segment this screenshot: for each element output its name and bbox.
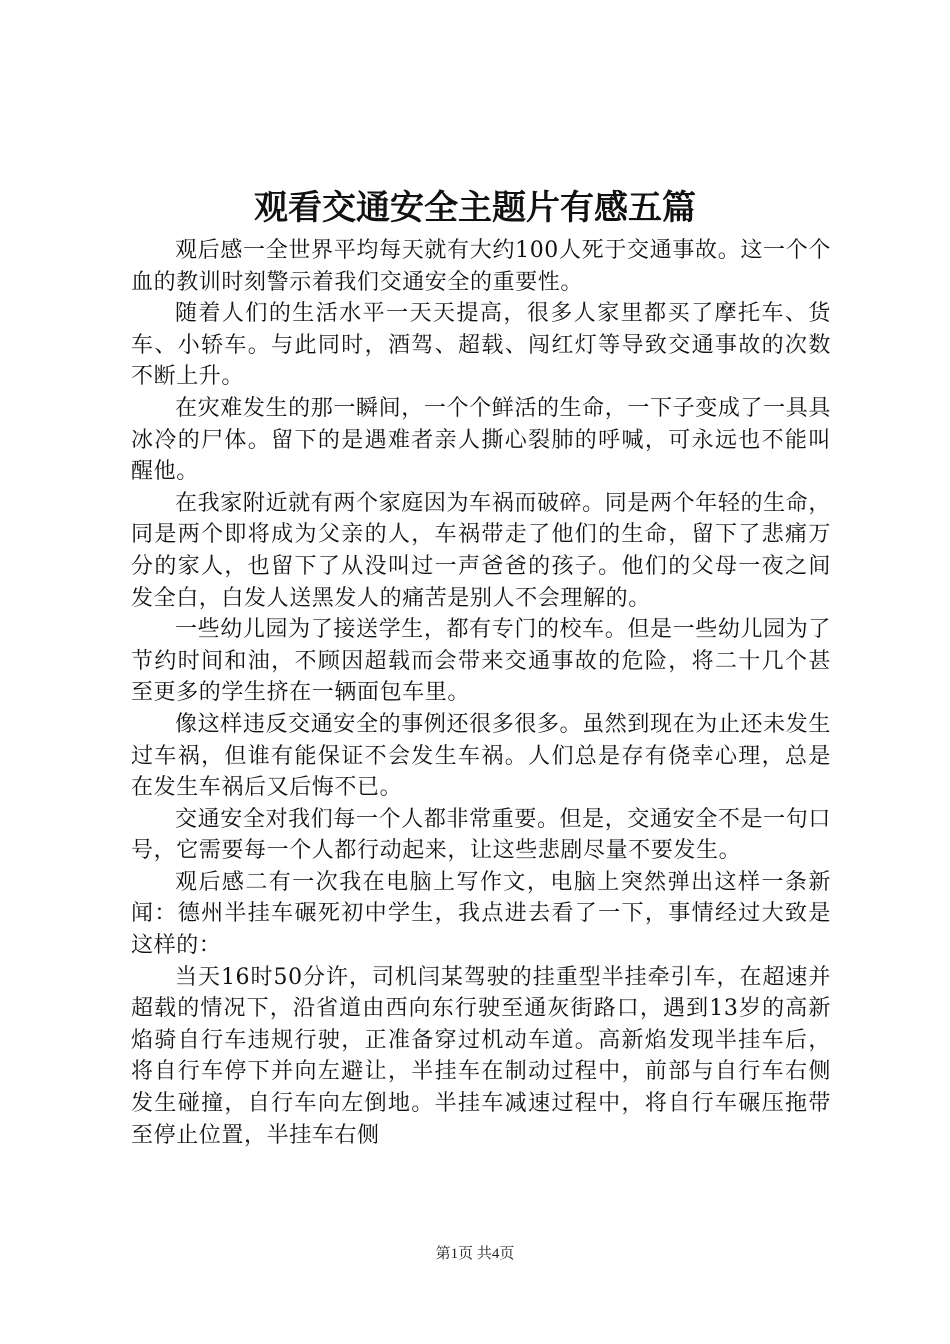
paragraph: 像这样违反交通安全的事例还很多很多。虽然到现在为止还未发生过车祸，但谁有能保证不会发生车祸。人们总是存有侥幸心理，总是在发生车祸后又后悔不已。 [131, 711, 831, 801]
document-body [131, 235, 831, 1151]
paragraph: 一些幼儿园为了接送学生，都有专门的校车。但是一些幼儿园为了节约时间和油，不顾因超载而会带来交通事故的危险，将二十几个甚至更多的学生挤在一辆面包车里。 [131, 617, 831, 706]
paragraph: 观后感一全世界平均每天就有大约100人死于交通事故。这一个个血的教训时刻警示着我们交通安全的重要性。 [131, 238, 831, 295]
paragraph: 在我家附近就有两个家庭因为车祸而破碎。同是两个年轻的生命，同是两个即将成为父亲的人，车祸带走了他们的生命，留下了悲痛万分的家人，也留下了从没叫过一声爸爸的孩子。他们的父母一夜之间发全白，白发人送黑发人的痛苦是别人不会理解的。 [131, 490, 831, 611]
paragraph: 交通安全对我们每一个人都非常重要。但是，交通安全不是一句口号，它需要每一个人都行动起来，让这些悲剧尽量不要发生。 [131, 806, 831, 864]
paragraph: 当天16时50分许，司机闫某驾驶的挂重型半挂牵引车，在超速并超载的情况下，沿省道由西向东行驶至通灰街路口，遇到13岁的高新焰骑自行车违规行驶，正准备穿过机动车道。高新焰发现半挂车后，将自行车停下并向左避让，半挂车在制动过程中，前部与自行车右侧发生碰撞，自行车向左倒地。半挂车减速过程中，将自行车碾压拖带至停止位置，半挂车右侧 [131, 964, 831, 1148]
paragraph: 观后感二有一次我在电脑上写作文，电脑上突然弹出这样一条新闻：德州半挂车碾死初中学生，我点进去看了一下，事情经过大致是这样的： [131, 869, 831, 959]
document-title: 观看交通安全主题片有感五篇 [254, 188, 696, 228]
paragraph: 在灾难发生的那一瞬间，一个个鲜活的生命，一下子变成了一具具冰冷的尸体。留下的是遇难者亲人撕心裂肺的呼喊，可永远也不能叫醒他。 [131, 395, 831, 485]
page-number-footer: 第1页 共4页 [435, 1246, 515, 1262]
paragraph: 随着人们的生活水平一天天提高，很多人家里都买了摩托车、货车、小轿车。与此同时，酒驾、超载、闯红灯等导致交通事故的次数不断上升。 [131, 301, 831, 390]
